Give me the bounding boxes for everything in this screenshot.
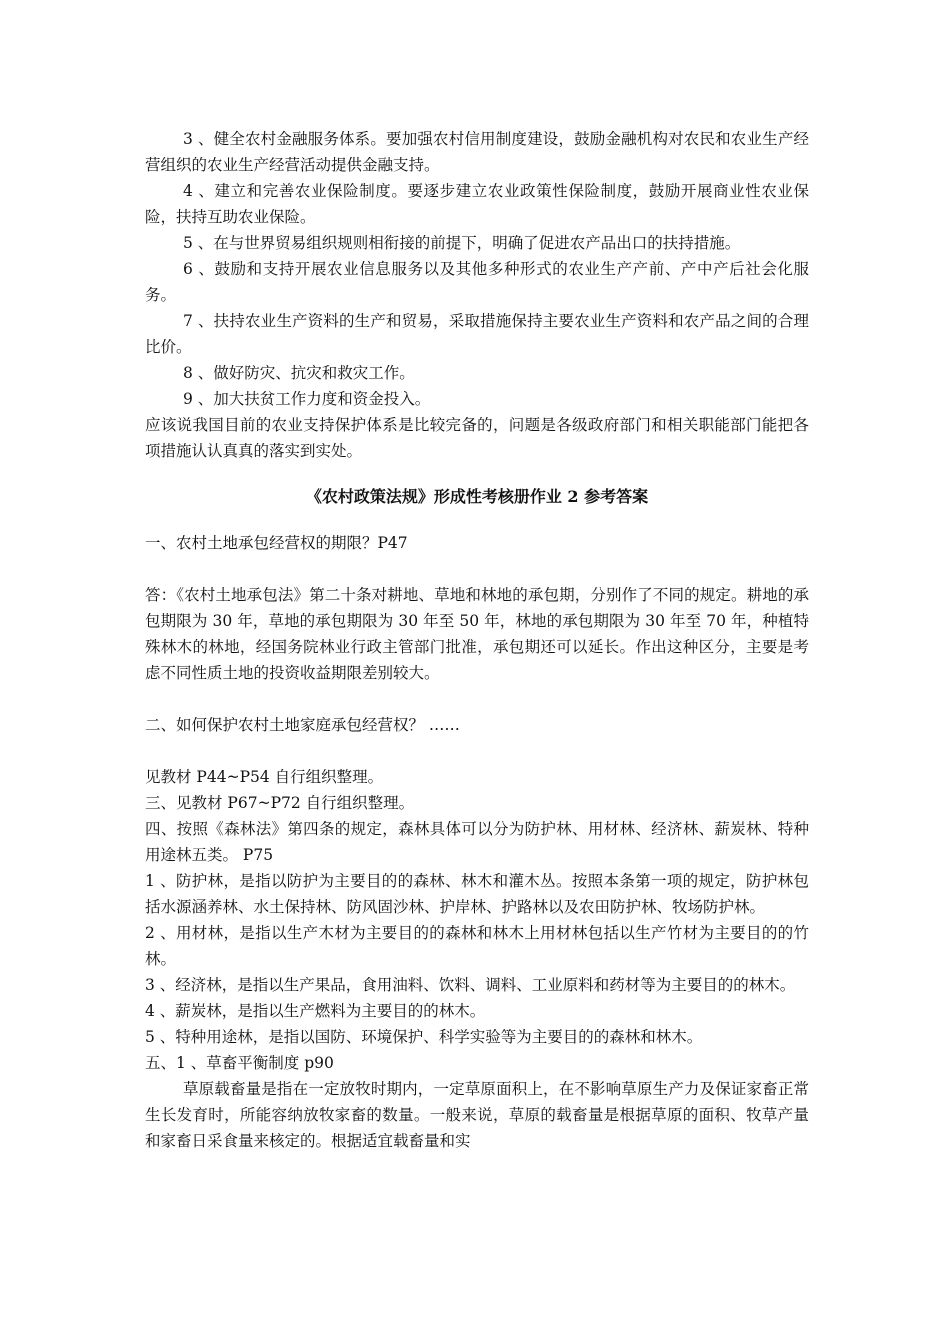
- forest-type-1: 1 、防护林，是指以防护为主要目的的森林、林木和灌木丛。按照本条第一项的规定，防护林包括水源涵养林、水土保持林、防风固沙林、护岸林、护路林以及农田防护林、牧场防护林。: [145, 872, 809, 916]
- spacer: [145, 738, 809, 764]
- forest-type-3: 3 、经济林，是指以生产果品，食用油料、饮料、调料、工业原料和药材等为主要目的的林木。: [145, 976, 796, 994]
- question-5-heading: 五、1 、草畜平衡制度 p90: [145, 1054, 334, 1072]
- document-title: 《农村政策法规》形成性考核册作业 2 参考答案: [305, 487, 649, 506]
- support-item-7: 7 、扶持农业生产资料的生产和贸易，采取措施保持主要农业生产资料和农产品之间的合理比价。: [145, 312, 809, 356]
- answer-2: 见教材 P44~P54 自行组织整理。: [145, 768, 384, 786]
- spacer: [145, 464, 809, 484]
- support-item-3: 3 、健全农村金融服务体系。要加强农村信用制度建设，鼓励金融机构对农民和农业生产经营组织的农业生产经营活动提供金融支持。: [145, 130, 809, 174]
- spacer: [145, 510, 809, 530]
- question-2: 二、如何保护农村土地家庭承包经营权？ ……: [145, 716, 460, 734]
- support-item-5: 5 、在与世界贸易组织规则相衔接的前提下，明确了促进农产品出口的扶持措施。: [183, 234, 741, 252]
- question-4: 四、按照《森林法》第四条的规定，森林具体可以分为防护林、用材林、经济林、薪炭林、特种用途林五类。 P75: [145, 820, 809, 864]
- support-item-9: 9 、加大扶贫工作力度和资金投入。: [183, 390, 431, 408]
- forest-type-5: 5 、特种用途林，是指以国防、环境保护、科学实验等为主要目的的森林和林木。: [145, 1028, 703, 1046]
- spacer: [145, 686, 809, 712]
- question-3: 三、见教材 P67~P72 自行组织整理。: [145, 794, 415, 812]
- support-item-8: 8 、做好防灾、抗灾和救灾工作。: [183, 364, 415, 382]
- spacer: [145, 556, 809, 582]
- forest-type-2: 2 、用材林，是指以生产木材为主要目的的森林和林木上用材林包括以生产竹材为主要目的的竹林。: [145, 924, 809, 968]
- question-5-paragraph: 草原载畜量是指在一定放牧时期内，一定草原面积上，在不影响草原生产力及保证家畜正常生长发育时，所能容纳放牧家畜的数量。一般来说，草原的载畜量是根据草原的面积、牧草产量和家畜日采食量来核定的。根据适宜载畜量和实: [145, 1080, 809, 1150]
- answer-1: 答：《农村土地承包法》第二十条对耕地、草地和林地的承包期，分别作了不同的规定。耕地的承包期限为 30 年，草地的承包期限为 30 年至 50 年，林地的承包期限为 30 年至 70 年，种植特殊林木的林地，经国务院林业行政主管部门批准，承包期还可以延长。作出这种区分，主要是考虑不同性质土地的投资收益期限差别较大。: [145, 586, 809, 682]
- support-item-6: 6 、鼓励和支持开展农业信息服务以及其他多种形式的农业生产产前、产中产后社会化服务。: [145, 260, 809, 304]
- question-1: 一、农村土地承包经营权的期限？P47: [145, 534, 408, 552]
- document-body: [145, 126, 809, 1154]
- forest-type-4: 4 、薪炭林，是指以生产燃料为主要目的的林木。: [145, 1002, 486, 1020]
- support-item-4: 4 、建立和完善农业保险制度。要逐步建立农业政策性保险制度，鼓励开展商业性农业保险，扶持互助农业保险。: [145, 182, 809, 226]
- conclusion-paragraph: 应该说我国目前的农业支持保护体系是比较完备的，问题是各级政府部门和相关职能部门能把各项措施认认真真的落实到实处。: [145, 416, 809, 460]
